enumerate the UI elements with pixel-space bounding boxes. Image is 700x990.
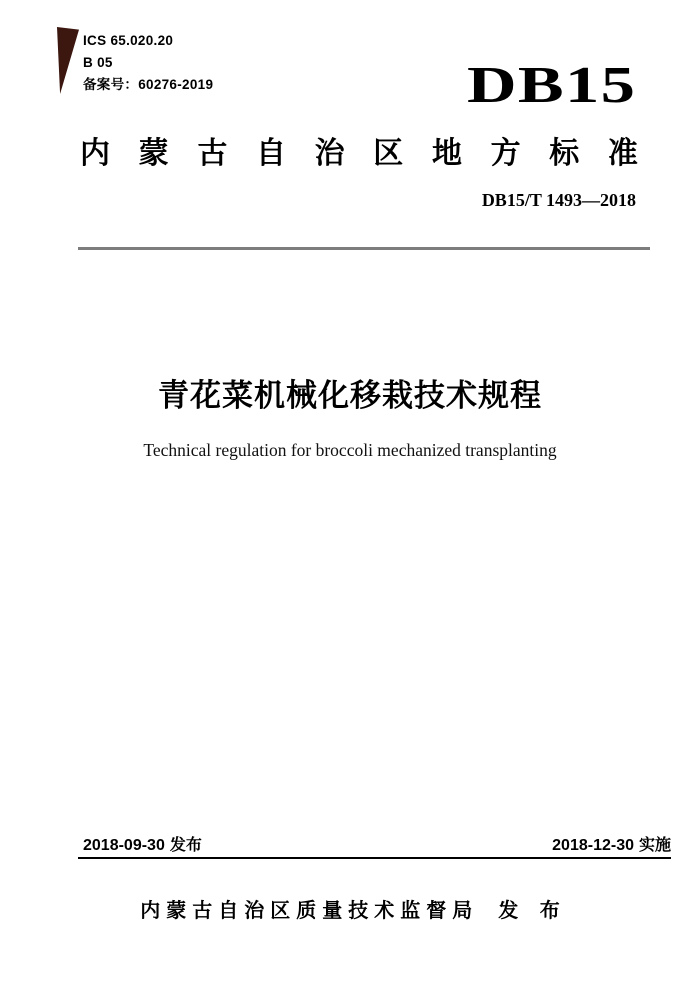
implementation-date: 2018-12-30 [552,837,634,854]
classification-code: B 05 [83,55,113,70]
meta-block [83,30,213,96]
implementation-date-group [552,836,671,855]
publish-label: 发 布 [498,900,568,922]
header-rule [78,247,650,250]
standard-name-char: 标 [549,137,580,170]
implementation-label: 实施 [638,837,671,854]
standard-name-char: 准 [607,137,638,170]
standard-name-char: 古 [197,137,228,170]
standard-name-char: 治 [314,137,345,170]
issue-date: 2018-09-30 [83,837,165,854]
date-row [83,836,671,855]
standard-name [80,136,638,172]
standard-name-char: 自 [255,137,286,170]
publisher-row [0,899,700,923]
document-title: 青花菜机械化移栽技术规程 [158,378,542,413]
document-number: DB15/T 1493—2018 [481,190,636,210]
ics-code: ICS 65.020.20 [83,33,174,48]
issue-label: 发布 [169,837,202,854]
standard-name-char: 地 [431,137,462,170]
db15-logo: DB15 [466,57,636,114]
document-subtitle-english: Technical regulation for broccoli mechanized transplanting [143,440,557,460]
ink-mark [57,27,79,94]
footer-rule [78,857,671,859]
issue-date-group [83,836,202,855]
record-number: 备案号：60276-2019 [83,77,214,92]
publisher-name: 内蒙古自治区质量技术监督局 [140,900,479,922]
standard-name-char: 方 [490,137,521,170]
standard-name-char: 蒙 [138,137,169,170]
standard-name-char: 内 [80,137,110,170]
standard-name-char: 区 [373,137,404,170]
